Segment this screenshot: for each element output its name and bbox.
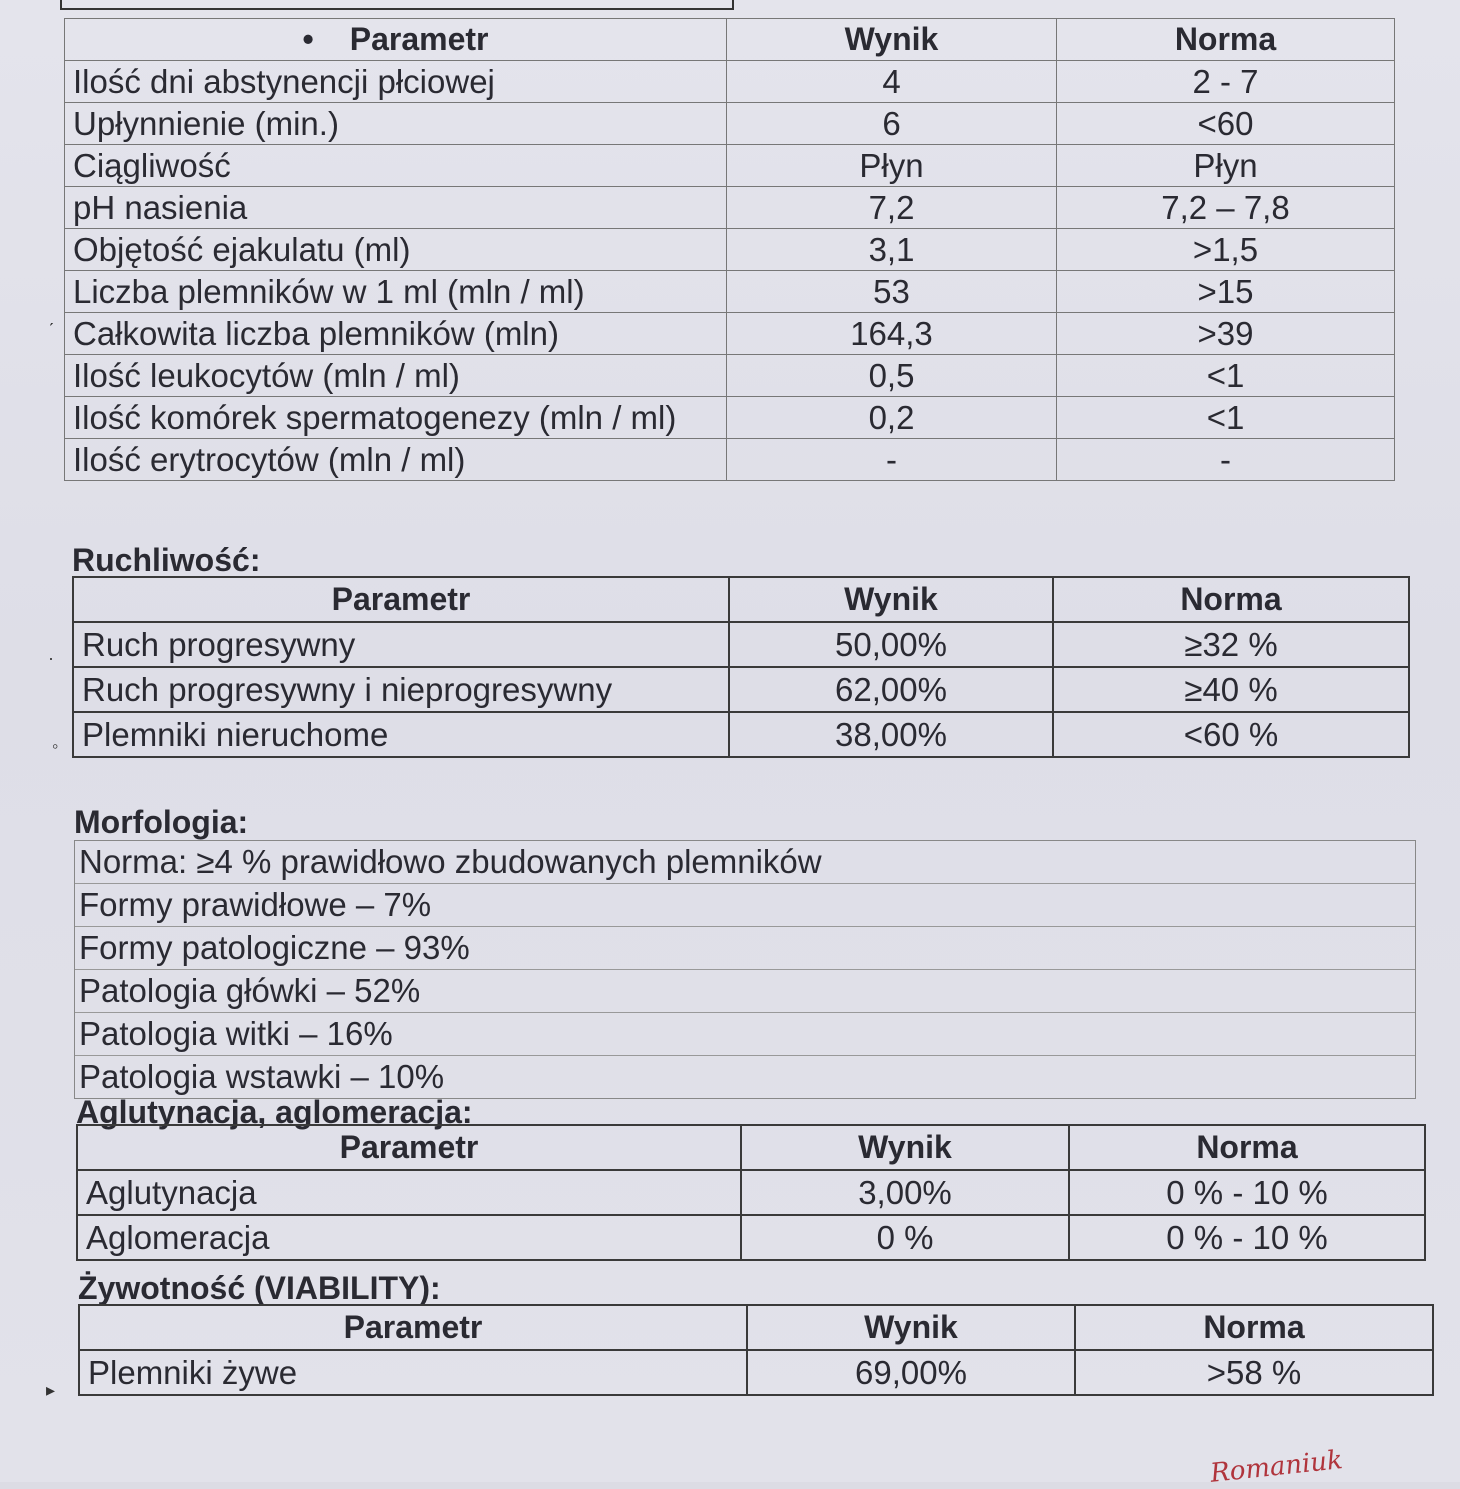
motility-title: Ruchliwość:	[72, 542, 261, 578]
pen-mark: ·	[48, 648, 54, 668]
header-result: Wynik	[727, 19, 1057, 61]
table-header-row	[65, 19, 1395, 61]
header-param: • Parametr	[65, 19, 727, 61]
norm-cell: ≥32 %	[1053, 622, 1409, 667]
result-cell: 50,00%	[729, 622, 1053, 667]
pen-mark: ▸	[46, 1380, 56, 1400]
table-row	[65, 145, 1395, 187]
param-cell: Aglomeracja	[77, 1215, 741, 1260]
norm-cell: <1	[1057, 355, 1395, 397]
signature-stamp: Romaniuk	[1208, 1445, 1345, 1489]
table-row	[65, 355, 1395, 397]
result-cell: 69,00%	[747, 1350, 1075, 1395]
result-cell: 3,00%	[741, 1170, 1069, 1215]
param-cell: Ilość komórek spermatogenezy (mln / ml)	[65, 397, 727, 439]
table-row	[65, 103, 1395, 145]
norm-cell: Płyn	[1057, 145, 1395, 187]
morphology-line: Patologia wstawki – 10%	[79, 1058, 445, 1095]
table-row	[65, 61, 1395, 103]
param-cell: Ciągliwość	[65, 145, 727, 187]
param-cell: Ruch progresywny i nieprogresywny	[73, 667, 729, 712]
header-norm: Norma	[1053, 577, 1409, 622]
header-norm: Norma	[1069, 1125, 1425, 1170]
result-cell: 0,2	[727, 397, 1057, 439]
table-row	[77, 1170, 1425, 1215]
pen-mark: ◦	[52, 736, 59, 756]
param-cell: Objętość ejakulatu (ml)	[65, 229, 727, 271]
result-cell: 0 %	[741, 1215, 1069, 1260]
header-norm: Norma	[1057, 19, 1395, 61]
result-cell: 164,3	[727, 313, 1057, 355]
norm-cell: 0 % - 10 %	[1069, 1215, 1425, 1260]
result-cell: -	[727, 439, 1057, 481]
table-row	[65, 271, 1395, 313]
norm-cell: <1	[1057, 397, 1395, 439]
bullet: •	[302, 21, 314, 57]
table-row	[77, 1215, 1425, 1260]
motility-table	[72, 576, 1410, 758]
table-row	[79, 1350, 1433, 1395]
header-result: Wynik	[747, 1305, 1075, 1350]
table-row	[73, 667, 1409, 712]
table-row	[65, 187, 1395, 229]
header-param: Parametr	[77, 1125, 741, 1170]
param-cell: Ruch progresywny	[73, 622, 729, 667]
norm-cell: >39	[1057, 313, 1395, 355]
norm-cell: <60	[1057, 103, 1395, 145]
result-cell: 53	[727, 271, 1057, 313]
result-cell: 38,00%	[729, 712, 1053, 757]
result-cell: 3,1	[727, 229, 1057, 271]
pen-mark: ˏ	[48, 306, 54, 326]
norm-cell: 2 - 7	[1057, 61, 1395, 103]
top-table-edge	[60, 0, 734, 10]
param-cell: Plemniki żywe	[79, 1350, 747, 1395]
param-cell: Całkowita liczba plemników (mln)	[65, 313, 727, 355]
header-norm: Norma	[1075, 1305, 1433, 1350]
header-result: Wynik	[729, 577, 1053, 622]
viability-table	[78, 1304, 1434, 1396]
table-row	[65, 439, 1395, 481]
param-cell: Aglutynacja	[77, 1170, 741, 1215]
viability-title: Żywotność (VIABILITY):	[78, 1270, 441, 1306]
morphology-line: Norma: ≥4 % prawidłowo zbudowanych plemników	[75, 841, 1415, 884]
result-cell: 0,5	[727, 355, 1057, 397]
param-cell: Ilość erytrocytów (mln / ml)	[65, 439, 727, 481]
morphology-line: Formy prawidłowe – 7%	[75, 884, 1415, 927]
agglutination-table	[76, 1124, 1426, 1261]
table-header-row	[77, 1125, 1425, 1170]
table-row	[65, 397, 1395, 439]
basic-parameters-table	[64, 18, 1395, 481]
result-cell: 62,00%	[729, 667, 1053, 712]
morphology-title: Morfologia:	[74, 804, 249, 840]
norm-cell: <60 %	[1053, 712, 1409, 757]
table-row	[73, 622, 1409, 667]
morphology-line: Patologia główki – 52%	[75, 970, 1415, 1013]
morphology-line: Formy patologiczne – 93%	[75, 927, 1415, 970]
table-row	[65, 313, 1395, 355]
norm-cell: 0 % - 10 %	[1069, 1170, 1425, 1215]
norm-cell: ≥40 %	[1053, 667, 1409, 712]
table-header-row	[79, 1305, 1433, 1350]
param-cell: pH nasienia	[65, 187, 727, 229]
result-cell: 6	[727, 103, 1057, 145]
param-cell: Liczba plemników w 1 ml (mln / ml)	[65, 271, 727, 313]
header-param: Parametr	[79, 1305, 747, 1350]
table-header-row	[73, 577, 1409, 622]
param-cell: Plemniki nieruchome	[73, 712, 729, 757]
param-cell: Ilość leukocytów (mln / ml)	[65, 355, 727, 397]
norm-cell: >58 %	[1075, 1350, 1433, 1395]
param-cell: Upłynnienie (min.)	[65, 103, 727, 145]
morphology-box	[74, 840, 1416, 1099]
norm-cell: >1,5	[1057, 229, 1395, 271]
agglutination-title: Aglutynacja, aglomeracja:	[76, 1094, 473, 1130]
header-result: Wynik	[741, 1125, 1069, 1170]
morphology-line: Patologia witki – 16%	[75, 1013, 1415, 1056]
table-row	[65, 229, 1395, 271]
norm-cell: 7,2 – 7,8	[1057, 187, 1395, 229]
header-param: Parametr	[73, 577, 729, 622]
table-row	[73, 712, 1409, 757]
result-cell: 7,2	[727, 187, 1057, 229]
result-cell: Płyn	[727, 145, 1057, 187]
norm-cell: >15	[1057, 271, 1395, 313]
norm-cell: -	[1057, 439, 1395, 481]
result-cell: 4	[727, 61, 1057, 103]
param-cell: Ilość dni abstynencji płciowej	[65, 61, 727, 103]
